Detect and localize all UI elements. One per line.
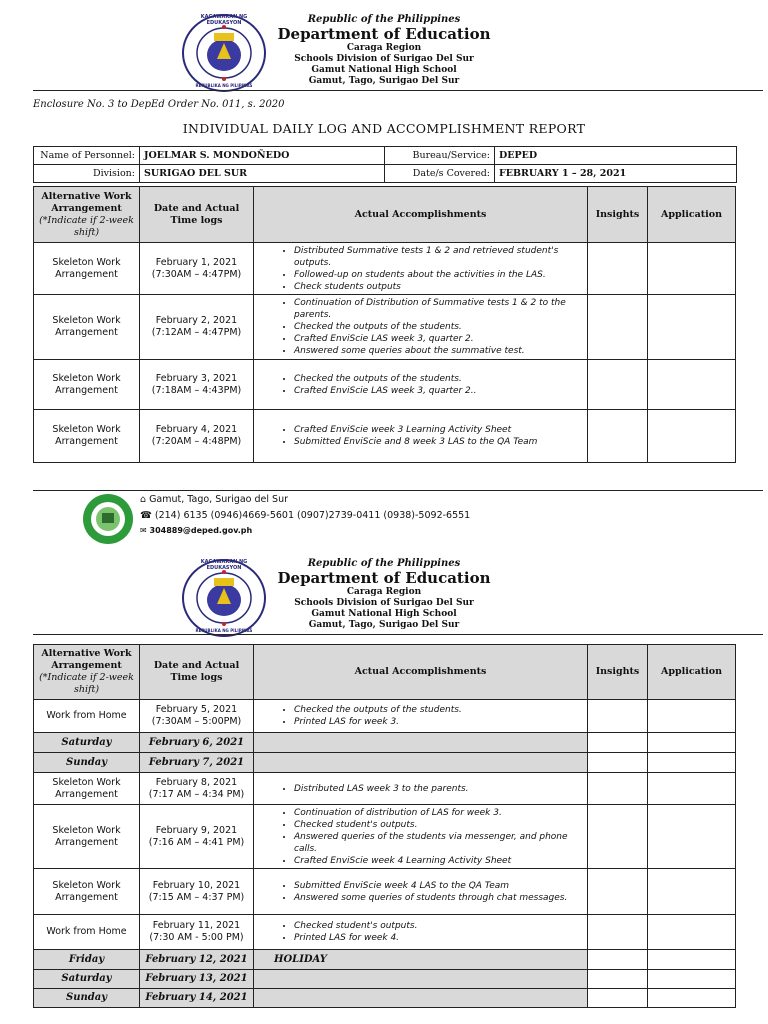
- date-cell: [140, 700, 254, 733]
- insights-cell: [588, 753, 648, 773]
- footer-rule: [33, 490, 763, 491]
- application-cell: [648, 753, 736, 773]
- application-cell: [648, 950, 736, 970]
- insights-cell: [588, 773, 648, 805]
- address-text: Gamut, Tago, Surigao Del Sur: [308, 76, 460, 86]
- accomplishment-item: • Printed LAS for week 4.: [294, 932, 583, 944]
- insights-cell: [588, 805, 648, 869]
- application-cell: [648, 295, 736, 360]
- accomplishment-list: [258, 807, 583, 867]
- date-cell: February 14, 2021: [140, 989, 254, 1008]
- date-text: February 10, 2021: [152, 879, 241, 891]
- insights-cell: [588, 243, 648, 295]
- insights-cell: [588, 970, 648, 989]
- insights-cell: [588, 295, 648, 360]
- application-cell: [648, 360, 736, 410]
- school-text-page2: Gamut National High School: [311, 609, 457, 619]
- date-cell: [140, 243, 254, 295]
- page1-letterhead: [0, 14, 768, 87]
- page2-letterhead: [0, 558, 768, 631]
- application-cell: [648, 243, 736, 295]
- accomplishments-cell: [254, 915, 588, 950]
- insights-cell: [588, 915, 648, 950]
- report-title: INDIVIDUAL DAILY LOG AND ACCOMPLISHMENT REPORT: [182, 121, 586, 136]
- department-text: Department of Education: [277, 25, 491, 43]
- date-cell: [140, 869, 254, 915]
- time-text: (7:30AM – 4:47PM): [151, 268, 242, 280]
- application-cell: [648, 970, 736, 989]
- insights-cell: [588, 733, 648, 753]
- date-text: February 3, 2021: [155, 372, 238, 384]
- daily-log-table-page2: [33, 644, 736, 1008]
- time-text: (7:17 AM – 4:34 PM): [148, 788, 245, 800]
- accomplishment-list: [258, 704, 583, 728]
- arrangement-cell: Skeleton Work Arrangement: [34, 805, 140, 869]
- arrangement-cell: Friday: [34, 950, 140, 970]
- arrangement-cell: Skeleton Work Arrangement: [34, 773, 140, 805]
- arrangement-cell: Skeleton Work Arrangement: [34, 410, 140, 463]
- col-date: Date and Actual Time logs: [140, 645, 254, 700]
- region-text-page2: Caraga Region: [346, 587, 422, 597]
- table-row: [34, 915, 736, 950]
- accomplishment-item: • Distributed LAS week 3 to the parents.: [294, 783, 583, 795]
- division-text: Schools Division of Surigao Del Sur: [294, 54, 474, 64]
- daily-log-table-page1: [33, 186, 736, 463]
- application-cell: [648, 805, 736, 869]
- table-row: [34, 950, 736, 970]
- accomplishment-list: [258, 245, 583, 293]
- col-accomplishments: Actual Accomplishments: [254, 187, 588, 243]
- arrangement-cell: Sunday: [34, 753, 140, 773]
- col-application: Application: [648, 187, 736, 243]
- accomplishment-item: • Printed LAS for week 3.: [294, 716, 583, 728]
- table-row: [34, 295, 736, 360]
- accomplishment-item: • Distributed Summative tests 1 & 2 and retrieved student's outputs.: [294, 245, 583, 269]
- accomplishment-list: [258, 880, 583, 904]
- accomplishment-list: [258, 373, 583, 397]
- region-text: Caraga Region: [346, 43, 422, 53]
- accomplishment-item: • Answered queries of the students via messenger, and phone calls.: [294, 831, 583, 855]
- col-arrangement: Alternative Work Arrangement (*Indicate if 2-week shift): [34, 187, 140, 243]
- accomplishment-item: • Followed-up on students about the activities in the LAS.: [294, 269, 583, 281]
- holiday-label: HOLIDAY: [274, 953, 327, 965]
- accomplishment-item: • Submitted EnviScie week 4 LAS to the QA Team: [294, 880, 583, 892]
- school-logo: [82, 493, 134, 545]
- date-text: February 2, 2021: [155, 315, 238, 326]
- accomplishments-cell: [254, 989, 588, 1008]
- phone-icon: ☎: [140, 510, 152, 521]
- time-text: (7:30AM – 5:00PM): [151, 716, 242, 727]
- name-value: JOELMAR S. MONDOÑEDO: [140, 147, 385, 165]
- accomplishment-item: • Crafted EnviScie LAS week 3, quarter 2..: [294, 385, 583, 397]
- division-value: SURIGAO DEL SUR: [140, 165, 385, 183]
- arrangement-cell: Saturday: [34, 970, 140, 989]
- application-cell: [648, 869, 736, 915]
- accomplishment-list: [258, 424, 583, 448]
- division-text-page2: Schools Division of Surigao Del Sur: [294, 598, 474, 608]
- personnel-info-table: [33, 146, 737, 183]
- date-cell: [140, 773, 254, 805]
- insights-cell: [588, 950, 648, 970]
- col-insights: Insights: [588, 187, 648, 243]
- insights-cell: [588, 989, 648, 1008]
- arrangement-cell: Saturday: [34, 733, 140, 753]
- accomplishment-item: • Continuation of distribution of LAS for week 3.: [294, 807, 583, 819]
- date-cell: [140, 360, 254, 410]
- bureau-value: DEPED: [495, 147, 737, 165]
- col-accomplishments: Actual Accomplishments: [254, 645, 588, 700]
- accomplishment-item: • Checked the outputs of the students.: [294, 704, 583, 716]
- table-row: [34, 989, 736, 1008]
- accomplishments-cell: [254, 360, 588, 410]
- date-cell: February 13, 2021: [140, 970, 254, 989]
- mail-icon: ✉: [140, 526, 147, 535]
- insights-cell: [588, 700, 648, 733]
- accomplishment-list: [258, 297, 583, 357]
- col-insights: Insights: [588, 645, 648, 700]
- accomplishment-item: • Crafted EnviScie week 4 Learning Activity Sheet: [294, 855, 583, 867]
- date-text: February 9, 2021: [155, 824, 238, 836]
- application-cell: [648, 733, 736, 753]
- table-row: [34, 733, 736, 753]
- arrangement-cell: Skeleton Work Arrangement: [34, 243, 140, 295]
- arrangement-cell: Skeleton Work Arrangement: [34, 869, 140, 915]
- table-row: [34, 970, 736, 989]
- accomplishments-cell: [254, 243, 588, 295]
- application-cell: [648, 700, 736, 733]
- date-cell: February 6, 2021: [140, 733, 254, 753]
- accomplishment-list: [258, 920, 583, 944]
- republic-text-page2: Republic of the Philippines: [307, 558, 461, 569]
- accomplishments-cell: [254, 733, 588, 753]
- table-row: [34, 773, 736, 805]
- accomplishment-item: • Checked the outputs of the students.: [294, 321, 583, 333]
- application-cell: [648, 915, 736, 950]
- date-cell: [140, 915, 254, 950]
- arrangement-cell: Work from Home: [34, 700, 140, 733]
- col-arrangement: Alternative Work Arrangement (*Indicate if 2-week shift): [34, 645, 140, 700]
- time-text: (7:18AM – 4:43PM): [151, 384, 242, 396]
- accomplishment-item: • Answered some queries about the summative test.: [294, 345, 583, 357]
- accomplishment-item: • Crafted EnviScie LAS week 3, quarter 2.: [294, 333, 583, 345]
- school-text: Gamut National High School: [311, 65, 457, 75]
- accomplishment-item: • Continuation of Distribution of Summative tests 1 & 2 to the parents.: [294, 297, 583, 321]
- application-cell: [648, 989, 736, 1008]
- application-cell: [648, 773, 736, 805]
- accomplishments-cell: [254, 700, 588, 733]
- date-cell: [140, 805, 254, 869]
- time-text: (7:12AM – 4:47PM): [151, 327, 242, 338]
- name-label: Name of Personnel:: [34, 147, 140, 165]
- accomplishments-cell: [254, 295, 588, 360]
- table-row: [34, 753, 736, 773]
- date-text: February 5, 2021: [155, 704, 238, 715]
- footer-address: ⌂ Gamut, Tago, Surigao del Sur: [140, 494, 288, 505]
- date-cell: February 7, 2021: [140, 753, 254, 773]
- seal-top-text: KAGAWARAN NG EDUKASYON: [200, 14, 248, 26]
- accomplishment-item: • Answered some queries of students through chat messages.: [294, 892, 583, 904]
- accomplishment-item: • Crafted EnviScie week 3 Learning Activity Sheet: [294, 424, 583, 436]
- division-label: Division:: [34, 165, 140, 183]
- arrangement-cell: Work from Home: [34, 915, 140, 950]
- seal-bottom-text-page2: REPUBLIKA NG PILIPINAS: [195, 628, 253, 633]
- accomplishment-list: [258, 783, 583, 795]
- seal-top-text-page2: KAGAWARAN NG EDUKASYON: [200, 559, 248, 571]
- accomplishments-cell: [254, 773, 588, 805]
- date-cell: February 12, 2021: [140, 950, 254, 970]
- department-text-page2: Department of Education: [277, 569, 491, 587]
- date-text: February 4, 2021: [155, 424, 238, 435]
- accomplishments-cell: [254, 869, 588, 915]
- insights-cell: [588, 360, 648, 410]
- date-text: February 8, 2021: [155, 776, 238, 788]
- seal-bottom-text: REPUBLIKA NG PILIPINAS: [195, 83, 253, 88]
- table-row: [34, 360, 736, 410]
- accomplishment-item: • Submitted EnviScie and 8 week 3 LAS to the QA Team: [294, 436, 583, 448]
- insights-cell: [588, 869, 648, 915]
- arrangement-cell: Skeleton Work Arrangement: [34, 360, 140, 410]
- date-cell: [140, 410, 254, 463]
- arrangement-cell: Skeleton Work Arrangement: [34, 295, 140, 360]
- time-text: (7:15 AM – 4:37 PM): [148, 891, 245, 903]
- header-rule: [33, 90, 763, 91]
- date-cell: [140, 295, 254, 360]
- date-text: February 11, 2021: [152, 920, 241, 931]
- accomplishments-cell: [254, 753, 588, 773]
- enclosure-text: Enclosure No. 3 to DepEd Order No. 011, s. 2020: [33, 99, 285, 110]
- republic-text: Republic of the Philippines: [307, 14, 461, 25]
- table-row: [34, 869, 736, 915]
- footer-phones: ☎ (214) 6135 (0946)4669-5601 (0907)2739-0411 (0938)-5092-6551: [140, 510, 471, 521]
- accomplishments-cell: [254, 950, 588, 970]
- accomplishments-cell: [254, 410, 588, 463]
- address-text-page2: Gamut, Tago, Surigao Del Sur: [308, 620, 460, 630]
- table-row: [34, 410, 736, 463]
- time-text: (7:30 AM - 5:00 PM): [149, 932, 244, 943]
- dates-value: FEBRUARY 1 – 28, 2021: [495, 165, 737, 183]
- header-rule-page2: [33, 634, 763, 635]
- insights-cell: [588, 410, 648, 463]
- table-row: [34, 805, 736, 869]
- table-row: [34, 243, 736, 295]
- accomplishment-item: • Check students outputs: [294, 281, 583, 293]
- accomplishment-item: • Checked student's outputs.: [294, 920, 583, 932]
- home-icon: ⌂: [140, 494, 147, 505]
- bureau-label: Bureau/Service:: [385, 147, 495, 165]
- col-date: Date and Actual Time logs: [140, 187, 254, 243]
- accomplishment-item: • Checked the outputs of the students.: [294, 373, 583, 385]
- footer-email: ✉ 304889@deped.gov.ph: [140, 526, 253, 535]
- col-application: Application: [648, 645, 736, 700]
- dates-label: Date/s Covered:: [385, 165, 495, 183]
- time-text: (7:20AM – 4:48PM): [151, 436, 242, 447]
- accomplishments-cell: [254, 970, 588, 989]
- table-row: [34, 700, 736, 733]
- time-text: (7:16 AM – 4:41 PM): [148, 836, 245, 848]
- accomplishment-item: • Checked student's outputs.: [294, 819, 583, 831]
- arrangement-cell: Sunday: [34, 989, 140, 1008]
- application-cell: [648, 410, 736, 463]
- date-text: February 1, 2021: [155, 256, 238, 268]
- accomplishments-cell: [254, 805, 588, 869]
